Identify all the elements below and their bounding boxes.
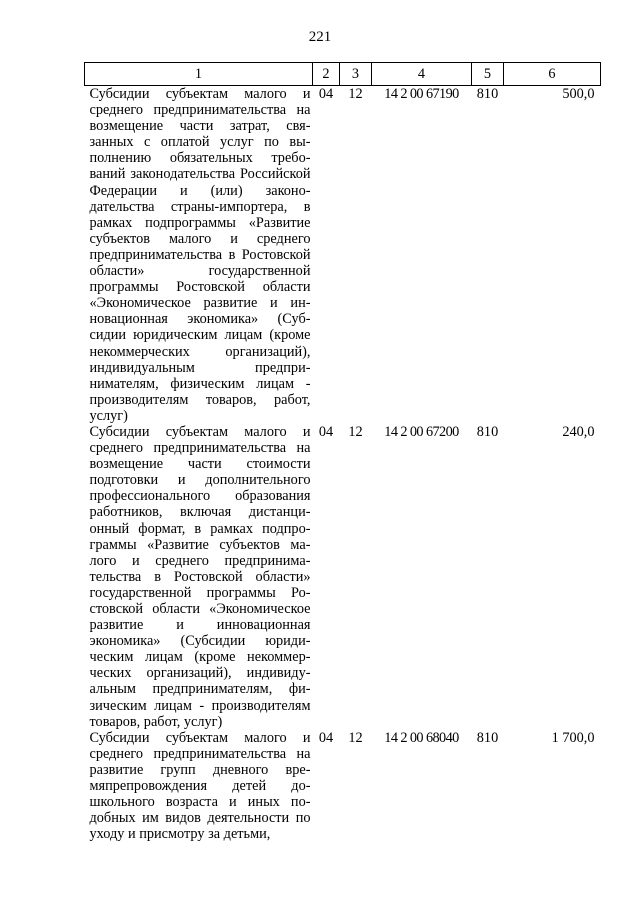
table-header <box>85 63 601 86</box>
row-subsection: 12 <box>348 729 363 746</box>
header-col-1: 1 <box>85 63 313 86</box>
row-name: Субсидии субъектам малого и среднего предпринимательства на развитие групп дневного времяпрепровождения детей дошкольного возраста и иных подобных им видов деятельности по уходу и присмотру за детьми, <box>89 729 311 843</box>
page-number: 221 <box>308 29 332 45</box>
row-expense-type: 810 <box>476 423 499 440</box>
row-amount: 240,0 <box>562 423 595 440</box>
row-target-code: 14 2 00 68040 <box>384 729 459 746</box>
row-section: 04 <box>318 423 334 440</box>
row-expense-type: 810 <box>476 729 499 746</box>
table-row <box>85 86 601 424</box>
row-subsection: 12 <box>348 86 363 102</box>
row-amount: 1 700,0 <box>551 729 595 746</box>
row-target-code: 14 2 00 67190 <box>384 86 459 102</box>
budget-table <box>84 62 601 842</box>
row-name: Субсидии субъектам малого и среднего предпринимательства на возмещение части стоимости подготовки и дополнительного профессионального образования работников, включая дистанционный формат, в рамках подпрограммы «Развитие субъектов малого и среднего предпринимательства в Ростовской области» государственной программы Ростовской области «Экономическое развитие и инновационная экономика» (Субсидии юридическим лицам (кроме некоммерческих организаций), индивидуальным предпринимателям, физическим лицам - производителям товаров, работ, услуг) <box>89 423 311 730</box>
table-row <box>85 424 601 730</box>
header-col-2: 2 <box>313 63 340 86</box>
row-subsection: 12 <box>348 423 363 440</box>
row-target-code: 14 2 00 67200 <box>384 423 459 440</box>
header-col-3: 3 <box>340 63 372 86</box>
row-name: Субсидии субъектам малого и среднего предпринимательства на возмещение части затрат, связанных с оплатой услуг по выполнению обязательных требований законодательства Российской Федерации и (или) законодательства страны-импортера, в рамках подпрограммы «Развитие субъектов малого и среднего предпринимательства в Ростовской области» государственной программы Ростовской области «Экономическое развитие и инновационная экономика» (Субсидии юридическим лицам (кроме некоммерческих организаций), индивидуальным предпринимателям, физическим лицам - производителям товаров, работ, услуг) <box>89 86 311 424</box>
header-col-6: 6 <box>504 63 601 86</box>
table-row <box>85 730 601 843</box>
header-col-4: 4 <box>372 63 472 86</box>
header-col-5: 5 <box>472 63 504 86</box>
header-row <box>85 63 601 86</box>
row-section: 04 <box>318 86 334 102</box>
table-body <box>85 86 601 843</box>
row-amount: 500,0 <box>562 86 595 102</box>
row-expense-type: 810 <box>476 86 499 102</box>
row-section: 04 <box>318 729 334 746</box>
